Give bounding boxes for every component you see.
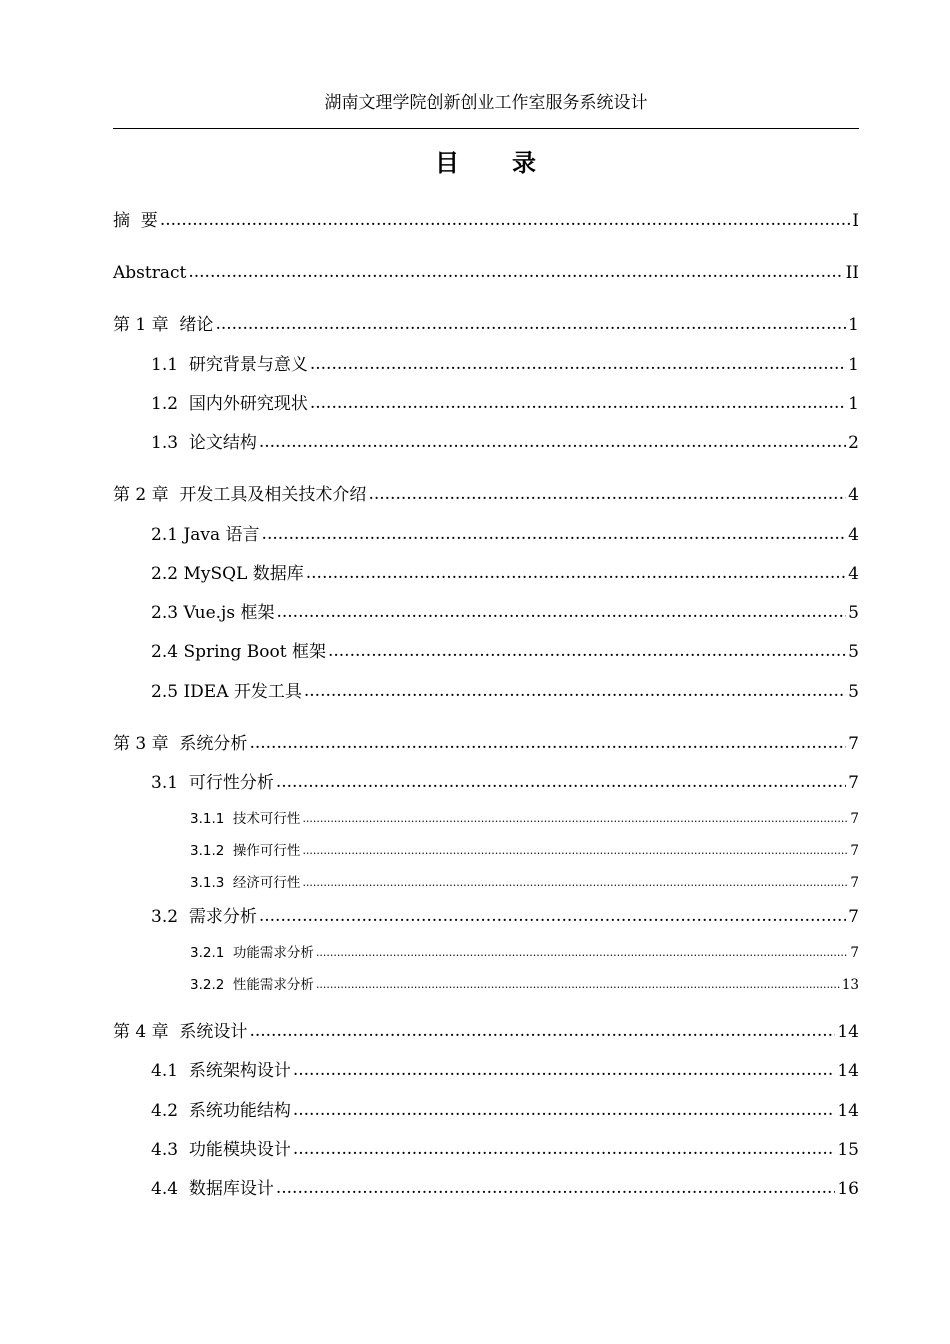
toc-entry-2-1[interactable] xyxy=(113,524,859,546)
toc-entry-label: 4.4 数据库设计 xyxy=(151,1179,274,1199)
toc-entry-page: 14 xyxy=(837,1061,859,1081)
toc-entry-label: 第 1 章 绪论 xyxy=(113,315,214,335)
toc-entry-label: 3.1.2 操作可行性 xyxy=(190,843,301,859)
toc-leader-dots xyxy=(306,562,846,584)
toc-leader-dots xyxy=(316,976,840,994)
toc-entry-3-2-1[interactable] xyxy=(113,944,859,963)
toc-entry-label: 3.1.3 经济可行性 xyxy=(190,875,301,891)
toc-entry-label: 2.1 Java 语言 xyxy=(151,525,260,545)
toc-leader-dots xyxy=(262,523,847,545)
toc-leader-dots xyxy=(276,1177,836,1199)
toc-entry-page: 7 xyxy=(850,875,859,891)
toc-entry-label: 2.4 Spring Boot 框架 xyxy=(151,642,326,662)
toc-leader-dots xyxy=(249,732,846,754)
toc-entry-page: 1 xyxy=(848,394,859,414)
toc-entry-chapter-3[interactable] xyxy=(113,733,859,755)
toc-entry-page: 7 xyxy=(848,773,859,793)
toc-entry-1-1[interactable] xyxy=(113,354,859,376)
toc-leader-dots xyxy=(293,1059,836,1081)
toc-entry-page: 1 xyxy=(848,355,859,375)
toc-entry-3-1-2[interactable] xyxy=(113,842,859,861)
toc-leader-dots xyxy=(316,944,848,962)
toc-leader-dots xyxy=(259,431,846,453)
toc-entry-page: 5 xyxy=(848,642,859,662)
toc-entry-page: 15 xyxy=(837,1140,859,1160)
header-divider xyxy=(113,128,859,129)
toc-entry-page: 13 xyxy=(841,977,859,993)
toc-entry-label: 2.2 MySQL 数据库 xyxy=(151,564,304,584)
toc-entry-4-2[interactable] xyxy=(113,1100,859,1122)
toc-entry-label: 1.2 国内外研究现状 xyxy=(151,394,308,414)
toc-leader-dots xyxy=(215,313,846,335)
toc-leader-dots xyxy=(310,353,846,375)
toc-entry-page: 4 xyxy=(848,564,859,584)
toc-leader-dots xyxy=(304,680,846,702)
toc-entry-4-4[interactable] xyxy=(113,1178,859,1200)
toc-entry-1-2[interactable] xyxy=(113,393,859,415)
toc-entry-label: 2.5 IDEA 开发工具 xyxy=(151,682,302,702)
toc-entry-label: 摘 要 xyxy=(113,211,158,231)
toc-leader-dots xyxy=(328,640,846,662)
toc-title-char-1: 目 xyxy=(435,148,460,177)
toc-entry-2-3[interactable] xyxy=(113,602,859,624)
toc-entry-3-1-1[interactable] xyxy=(113,810,859,829)
toc-entry-chapter-1[interactable] xyxy=(113,314,859,336)
toc-entry-page: 14 xyxy=(837,1022,859,1042)
toc-entry-label: Abstract xyxy=(113,263,187,283)
toc-entry-2-5[interactable] xyxy=(113,681,859,703)
toc-entry-page: 7 xyxy=(850,945,859,961)
toc-entry-page: 7 xyxy=(850,811,859,827)
toc-entry-chapter-4[interactable] xyxy=(113,1021,859,1043)
toc-title-char-2: 录 xyxy=(512,148,537,177)
toc-leader-dots xyxy=(276,771,846,793)
toc-entry-label: 3.2.1 功能需求分析 xyxy=(190,945,314,961)
toc-leader-dots xyxy=(310,392,846,414)
toc-leader-dots xyxy=(368,483,846,505)
toc-entry-page: 16 xyxy=(837,1179,859,1199)
toc-title xyxy=(113,148,859,178)
toc-entry-3-1-3[interactable] xyxy=(113,874,859,893)
running-header: 湖南文理学院创新创业工作室服务系统设计 xyxy=(324,93,648,113)
toc-entry-page: 2 xyxy=(848,433,859,453)
toc-entry-label: 第 4 章 系统设计 xyxy=(113,1022,248,1042)
toc-entry-page: 7 xyxy=(848,907,859,927)
toc-entry-page: 7 xyxy=(850,843,859,859)
toc-entry-label: 第 3 章 系统分析 xyxy=(113,734,248,754)
toc-entry-abstract-cn[interactable] xyxy=(113,210,859,232)
toc-leader-dots xyxy=(302,842,848,860)
toc-entry-label: 4.2 系统功能结构 xyxy=(151,1101,291,1121)
toc-entry-page: 5 xyxy=(848,603,859,623)
toc-leader-dots xyxy=(160,209,850,231)
toc-entry-abstract-en[interactable] xyxy=(113,262,859,284)
toc-entry-label: 3.1 可行性分析 xyxy=(151,773,274,793)
toc-entry-page: 7 xyxy=(848,734,859,754)
toc-entry-label: 4.1 系统架构设计 xyxy=(151,1061,291,1081)
toc-entry-label: 1.1 研究背景与意义 xyxy=(151,355,308,375)
toc-entry-label: 3.2 需求分析 xyxy=(151,907,257,927)
toc-entry-label: 3.2.2 性能需求分析 xyxy=(190,977,314,993)
toc-leader-dots xyxy=(276,601,846,623)
toc-entry-3-1[interactable] xyxy=(113,772,859,794)
toc-entry-4-1[interactable] xyxy=(113,1060,859,1082)
toc-entry-2-2[interactable] xyxy=(113,563,859,585)
toc-leader-dots xyxy=(188,261,843,283)
toc-entry-page: I xyxy=(852,211,859,231)
toc-entry-1-3[interactable] xyxy=(113,432,859,454)
toc-entry-label: 3.1.1 技术可行性 xyxy=(190,811,301,827)
toc-leader-dots xyxy=(293,1099,836,1121)
toc-entry-page: 4 xyxy=(848,525,859,545)
toc-entry-chapter-2[interactable] xyxy=(113,484,859,506)
toc-entry-page: II xyxy=(845,263,859,283)
toc-entry-label: 1.3 论文结构 xyxy=(151,433,257,453)
toc-leader-dots xyxy=(293,1138,836,1160)
toc-entry-page: 4 xyxy=(848,485,859,505)
toc-entry-page: 5 xyxy=(848,682,859,702)
toc-leader-dots xyxy=(302,810,848,828)
toc-entry-page: 1 xyxy=(848,315,859,335)
toc-entry-3-2-2[interactable] xyxy=(113,976,859,995)
toc-entry-2-4[interactable] xyxy=(113,641,859,663)
toc-leader-dots xyxy=(302,874,848,892)
toc-entry-label: 第 2 章 开发工具及相关技术介绍 xyxy=(113,485,367,505)
toc-leader-dots xyxy=(259,905,846,927)
toc-entry-label: 4.3 功能模块设计 xyxy=(151,1140,291,1160)
toc-entry-page: 14 xyxy=(837,1101,859,1121)
toc-leader-dots xyxy=(249,1020,835,1042)
toc-entry-label: 2.3 Vue.js 框架 xyxy=(151,603,275,623)
toc-entry-3-2[interactable] xyxy=(113,906,859,928)
toc-entry-4-3[interactable] xyxy=(113,1139,859,1161)
